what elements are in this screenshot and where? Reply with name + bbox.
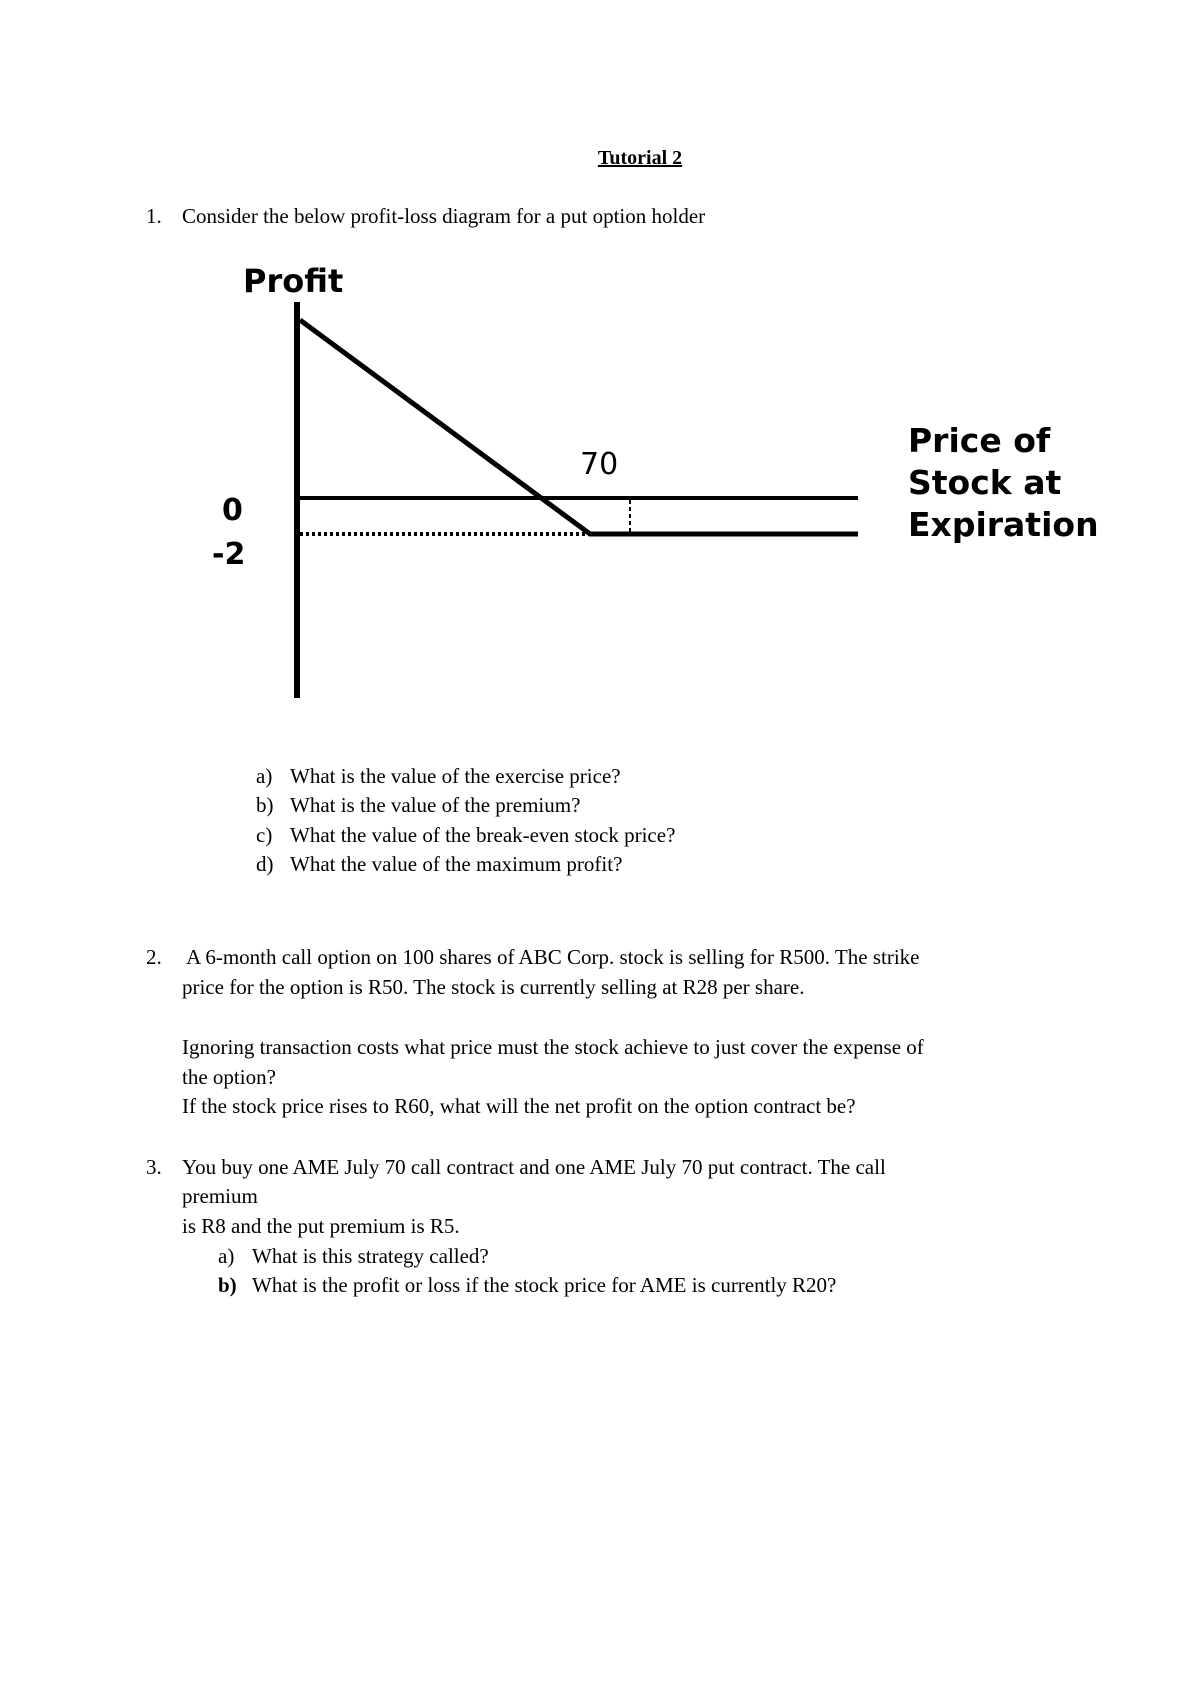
q3-line-1: You buy one AME July 70 call contract and one AME July 70 put contract. The call [182,1155,886,1179]
q1-sub-b: b) What is the value of the premium? [256,793,581,817]
q1-number: 1. [146,204,162,228]
q3-line-3: is R8 and the put premium is R5. [182,1214,460,1238]
q1-sub-c: c) What the value of the break-even stock price? [256,823,676,847]
q3-line-2: premium [182,1184,258,1208]
q2-line-5: If the stock price rises to R60, what will the net profit on the option contract be? [182,1094,856,1118]
premium-label: -2 [212,537,246,572]
q2-line-1: A 6-month call option on 100 shares of ABC Corp. stock is selling for R500. The strike [182,945,920,969]
q3-sub-a: a) What is this strategy called? [218,1244,489,1268]
zero-label: 0 [222,493,243,528]
q3-sub-b: b) What is the profit or loss if the stock price for AME is currently R20? [218,1273,837,1297]
y-axis-label: Profit [243,262,344,300]
q2-number: 2. [146,945,162,969]
q1-text: Consider the below profit-loss diagram for a put option holder [182,204,706,228]
payoff-line [300,320,858,534]
strike-label: 70 [580,447,619,482]
page-title: Tutorial 2 [597,147,683,169]
x-axis-label-line-3: Expiration [908,505,1099,544]
x-axis-label-line-2: Stock at [908,463,1062,502]
q1-sub-d: d) What the value of the maximum profit? [256,852,623,876]
put-payoff-diagram [0,0,1200,720]
q2-line-4: the option? [182,1065,276,1089]
q2-line-3: Ignoring transaction costs what price must the stock achieve to just cover the expense of [182,1035,924,1059]
q2-line-2: price for the option is R50. The stock is currently selling at R28 per share. [182,975,805,999]
q1-sub-a: a) What is the value of the exercise price? [256,764,621,788]
q3-number: 3. [146,1155,162,1179]
x-axis-label-line-1: Price of [908,421,1051,460]
